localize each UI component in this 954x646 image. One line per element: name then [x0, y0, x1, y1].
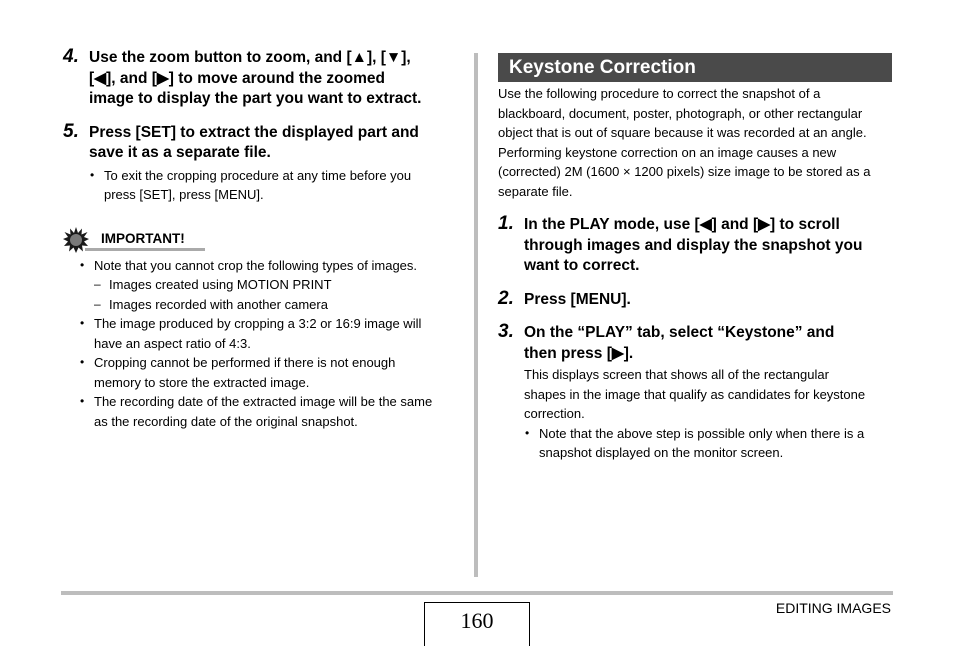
- desc-line: correction.: [524, 406, 585, 421]
- step-line: In the PLAY mode, use [◀] and [▶] to scroll: [524, 216, 840, 233]
- step-text: [89, 48, 461, 110]
- list-line: • Note that you cannot crop the following types of images.: [94, 257, 418, 273]
- desc-line: This displays screen that shows all of the rectangular: [524, 367, 829, 382]
- list-line: • To exit the cropping procedure at any time before you: [104, 167, 412, 183]
- dash-item: – Images recorded with another camera: [94, 295, 461, 315]
- intro-line: Use the following procedure to correct the snapshot of a: [498, 86, 821, 101]
- step-3-description: [524, 365, 892, 424]
- important-header: [63, 227, 461, 253]
- intro-line: (corrected) 2M (1600 × 1200 pixels) size image to be stored as a: [498, 164, 871, 179]
- step-line: Press [MENU].: [524, 290, 631, 308]
- list-line: • Note that the above step is possible only when there is a: [539, 425, 865, 441]
- dash-item: – Images created using MOTION PRINT: [94, 275, 461, 295]
- intro-line: object that is out of square because it was recorded at an angle.: [498, 125, 867, 140]
- step-number: 2.: [498, 287, 514, 309]
- step-text: [524, 290, 892, 311]
- step-line: Press [SET] to extract the displayed part and: [89, 123, 419, 141]
- chapter-label: EDITING IMAGES: [775, 600, 891, 616]
- step-line: save it as a separate file.: [89, 144, 271, 161]
- list-line: have an aspect ratio of 4:3.: [94, 335, 251, 351]
- step-line: [◀], and [▶] to move around the zoomed: [89, 69, 385, 87]
- left-column: [63, 48, 461, 431]
- page-number: 160: [460, 608, 494, 633]
- list-line: press [SET], press [MENU].: [104, 187, 264, 202]
- step-3: [498, 323, 892, 463]
- step-line: image to display the part you want to extract.: [89, 90, 422, 107]
- list-line: • The recording date of the extracted image will be the same: [94, 394, 433, 409]
- list-line: • Cropping cannot be performed if there is not enough: [94, 355, 396, 370]
- step-number: 3.: [498, 321, 514, 342]
- step-5: [63, 120, 461, 205]
- list-item: [79, 353, 461, 392]
- step-5-notes: [89, 166, 461, 205]
- list-item: [524, 424, 892, 463]
- intro-line: Performing keystone correction on an image causes a new: [498, 144, 837, 160]
- list-line: snapshot displayed on the monitor screen.: [539, 445, 784, 460]
- step-text: [89, 123, 461, 164]
- important-list: [79, 256, 461, 432]
- dash-list: [94, 275, 461, 314]
- step-3-notes: [524, 424, 892, 463]
- list-item: [89, 166, 461, 205]
- step-text: [524, 323, 892, 364]
- important-label: IMPORTANT!: [101, 230, 185, 246]
- step-number: 1.: [498, 213, 514, 234]
- step-text: [524, 215, 892, 277]
- important-underline: [85, 248, 205, 251]
- step-4: [63, 48, 461, 110]
- step-line: On the “PLAY” tab, select “Keystone” and: [524, 324, 835, 341]
- step-number: 4.: [63, 46, 79, 67]
- section-title: Keystone Correction: [498, 53, 892, 82]
- step-line: Use the zoom button to zoom, and [▲], [▼],: [89, 49, 411, 66]
- step-line: then press [▶].: [524, 344, 634, 362]
- step-2: [498, 287, 892, 311]
- intro-line: separate file.: [498, 183, 573, 199]
- page-number-box: [424, 602, 530, 646]
- list-line: as the recording date of the original snapshot.: [94, 413, 358, 429]
- step-line: through images and display the snapshot you: [524, 236, 863, 254]
- list-item: [79, 256, 461, 315]
- step-number: 5.: [63, 120, 79, 142]
- list-line: • The image produced by cropping a 3:2 or 16:9 image will: [94, 316, 422, 331]
- footer-rule: [61, 591, 893, 595]
- step-1: [498, 215, 892, 277]
- list-item: [79, 392, 461, 431]
- list-item: [79, 314, 461, 353]
- right-column: [498, 53, 892, 463]
- list-line: memory to store the extracted image.: [94, 374, 310, 390]
- section-intro: [498, 84, 892, 201]
- intro-line: blackboard, document, poster, photograph, or other rectangular: [498, 105, 863, 121]
- desc-line: shapes in the image that qualify as candidates for keystone: [524, 386, 866, 402]
- column-divider: [474, 53, 478, 577]
- step-line: want to correct.: [524, 257, 640, 274]
